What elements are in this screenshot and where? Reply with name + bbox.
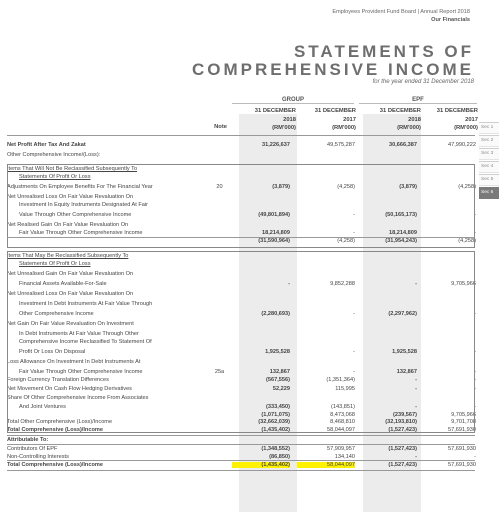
row-label: Investment In Equity Instruments Designated At Fair	[19, 202, 149, 208]
row-value-2: 49,575,287	[327, 142, 355, 148]
row-label: Non-Controlling Interests	[7, 454, 69, 460]
row-value-1: 18,214,809	[262, 230, 290, 236]
row-value-1: (49,801,894)	[258, 212, 290, 218]
row-label: Total Comprehensive (Loss)/Income	[7, 462, 103, 468]
row-value-2: 134,140	[334, 454, 355, 460]
row-label: Financial Assets Available-For-Sale	[19, 281, 107, 287]
row-value-1: (1,435,402)	[261, 427, 290, 433]
row-value-1: 31,226,637	[262, 142, 290, 148]
row-label: And Joint Ventures	[19, 404, 66, 410]
row-value-1: (1,071,075)	[261, 412, 290, 418]
section-box-not-reclassified	[7, 164, 475, 248]
row-note: 20	[216, 184, 223, 190]
row-value-1: (3,879)	[272, 184, 290, 190]
epf-header: EPF	[359, 97, 477, 104]
row-value-4: -	[474, 212, 476, 218]
row-label: Profit Or Loss On Disposal	[19, 349, 86, 355]
row-value-3: (239,567)	[393, 412, 417, 418]
row-value-2: 58,044,097	[297, 462, 355, 468]
row-value-4: 57,691,930	[448, 446, 476, 452]
row-value-1: 52,229	[272, 386, 290, 392]
row-value-4: -	[474, 311, 476, 317]
row-value-1: 1,925,528	[265, 349, 290, 355]
row-value-4: (4,258)	[458, 184, 476, 190]
row-value-3: (3,879)	[399, 184, 417, 190]
row-value-4: (4,258)	[458, 238, 476, 244]
row-value-2: -	[353, 230, 355, 236]
col-epf-2018: 31 DECEMBER 2018 (RM'000)	[379, 108, 421, 131]
row-label: Total Other Comprehensive (Loss)/Income	[7, 419, 113, 425]
col-note: Note	[214, 124, 227, 130]
row-label: Net Unrealised Gain On Fair Value Revaluation On	[7, 271, 134, 277]
row-value-4: -	[474, 404, 476, 410]
row-value-4: -	[474, 230, 476, 236]
row-value-2: 8,468,810	[330, 419, 355, 425]
row-value-3: -	[415, 404, 417, 410]
row-value-3: -	[415, 281, 417, 287]
row-value-1: (2,280,693)	[261, 311, 290, 317]
row-label: Loss Allowance On Investment In Debt Instruments At	[7, 359, 141, 365]
row-note: 25a	[214, 369, 225, 375]
row-label: Statements Of Profit Or Loss	[19, 174, 91, 180]
row-label: Fair Value Through Other Comprehensive Income	[19, 230, 143, 236]
row-value-2: (4,258)	[337, 184, 355, 190]
col-group-2017: 31 DECEMBER 2017 (RM'000)	[314, 108, 356, 131]
row-value-4: 9,705,966	[451, 281, 476, 287]
row-value-4: -	[474, 386, 476, 392]
group-header: GROUP	[232, 97, 354, 104]
row-label: In Debt Instruments At Fair Value Through Other	[19, 331, 139, 337]
row-value-2: (4,258)	[337, 238, 355, 244]
row-label: Statements Of Profit Or Loss	[19, 261, 91, 267]
row-label: Value Through Other Comprehensive Income	[19, 212, 132, 218]
row-value-3: (1,527,423)	[388, 427, 417, 433]
row-value-4: 9,701,708	[451, 419, 476, 425]
row-label: Items That Will Not Be Reclassified Subsequently To	[7, 166, 138, 172]
page-subtitle: for the year ended 31 December 2018	[372, 79, 474, 85]
row-value-4: -	[474, 377, 476, 383]
row-value-1: (567,556)	[266, 377, 290, 383]
row-value-4: 47,990,222	[448, 142, 476, 148]
sidebar-tab-2[interactable]: Sec 2	[479, 135, 499, 147]
row-label: Net Realised Gain On Fair Value Revaluation On	[7, 222, 129, 228]
row-value-4: 57,691,930	[448, 462, 476, 468]
row-value-3: 30,666,387	[389, 142, 417, 148]
row-value-1: (86,850)	[269, 454, 290, 460]
row-value-4: -	[474, 454, 476, 460]
row-label: Total Comprehensive (Loss)/Income	[7, 427, 103, 433]
row-value-3: -	[415, 377, 417, 383]
row-value-1: (333,450)	[266, 404, 290, 410]
page-title-line2: COMPREHENSIVE INCOME	[192, 60, 474, 79]
col-group-2018: 31 DECEMBER 2018 (RM'000)	[254, 108, 296, 131]
row-label: Net Movement On Cash Flow Hedging Derivatives	[7, 386, 132, 392]
row-label: Net Gain On Fair Value Revaluation On Investment	[7, 321, 134, 327]
row-value-2: 58,044,097	[327, 427, 355, 433]
row-value-3: (1,527,423)	[388, 462, 417, 468]
sidebar-tab-4[interactable]: Sec 4	[479, 161, 499, 173]
row-value-1: (1,348,552)	[261, 446, 290, 452]
row-label: Attributable To:	[7, 437, 49, 443]
row-label: Adjustments On Employee Benefits For The Financial Year	[7, 184, 153, 190]
row-label: Other Comprehensive Income/(Loss):	[7, 152, 101, 158]
col-epf-2017: 31 DECEMBER 2017 (RM'000)	[436, 108, 478, 131]
header-rule	[7, 135, 475, 136]
row-value-3: 1,925,528	[392, 349, 417, 355]
section-sidebar	[479, 122, 499, 200]
section-box-may-reclassify	[7, 251, 475, 433]
row-label: Investment In Debt Instruments At Fair Value Through	[19, 301, 153, 307]
row-value-1: -	[288, 281, 290, 287]
final-rule	[7, 470, 475, 471]
report-name: Employees Provident Fund Board | Annual Report 2018	[332, 9, 470, 15]
row-value-2: 9,852,288	[330, 281, 355, 287]
row-value-2: -	[353, 349, 355, 355]
row-label: Net Profit After Tax And Zakat	[7, 142, 86, 148]
row-value-4: -	[474, 369, 476, 375]
row-value-1: (1,435,402)	[232, 462, 290, 468]
table-row	[7, 152, 475, 161]
row-label: Other Comprehensive Income	[19, 311, 94, 317]
row-value-2: -	[353, 311, 355, 317]
row-value-2: (1,351,364)	[326, 377, 355, 383]
attrib-rule	[7, 460, 475, 461]
row-value-2: 115,995	[335, 386, 355, 392]
report-header	[0, 0, 500, 30]
table-row	[7, 142, 475, 151]
row-value-1: 132,867	[269, 369, 290, 375]
row-label: Items That May Be Reclassified Subsequently To	[7, 253, 129, 259]
row-value-3: 18,214,809	[389, 230, 417, 236]
section-name: Our Financials	[431, 17, 470, 23]
row-value-2: 8,473,068	[330, 412, 355, 418]
total-rule	[7, 444, 475, 445]
subtotal-rule-1	[7, 237, 475, 238]
row-label: Foreign Currency Translation Differences	[7, 377, 109, 383]
sidebar-tab-3[interactable]: Sec 3	[479, 148, 499, 160]
row-value-3: (50,165,173)	[385, 212, 417, 218]
row-label: Net Unrealised Loss On Fair Value Revaluation On	[7, 291, 134, 297]
row-value-4: -	[474, 349, 476, 355]
subtotal-rule-2	[7, 435, 475, 436]
sidebar-tab-5[interactable]: Sec 5	[479, 174, 499, 186]
row-label: Share Of Other Comprehensive Income From Associates	[7, 395, 149, 401]
sidebar-tab-6[interactable]: Sec 6	[479, 187, 499, 199]
row-value-3: (2,297,962)	[388, 311, 417, 317]
sidebar-tab-1[interactable]: Sec 1	[479, 122, 499, 134]
row-label: Contributors Of EPF	[7, 446, 58, 452]
row-value-3: 132,867	[396, 369, 417, 375]
row-value-1: (31,590,964)	[258, 238, 290, 244]
row-value-3: (31,954,243)	[385, 238, 417, 244]
row-label: Comprehensive Income Reclassified To Statement Of	[19, 339, 152, 345]
row-value-3: -	[415, 454, 417, 460]
row-value-2: (143,851)	[331, 404, 355, 410]
row-label: Net Unrealised Loss On Fair Value Revaluation On	[7, 194, 134, 200]
row-value-2: -	[353, 369, 355, 375]
row-label: Fair Value Through Other Comprehensive Income	[19, 369, 143, 375]
row-value-1: (32,662,039)	[258, 419, 290, 425]
row-value-4: 9,705,966	[451, 412, 476, 418]
row-value-3: (32,193,810)	[385, 419, 417, 425]
row-value-3: (1,527,423)	[388, 446, 417, 452]
row-value-4: 57,691,930	[448, 427, 476, 433]
row-value-2: 57,909,957	[327, 446, 355, 452]
page-title-line1: STATEMENTS OF	[293, 42, 474, 61]
row-value-3: -	[415, 386, 417, 392]
row-value-2: -	[353, 212, 355, 218]
